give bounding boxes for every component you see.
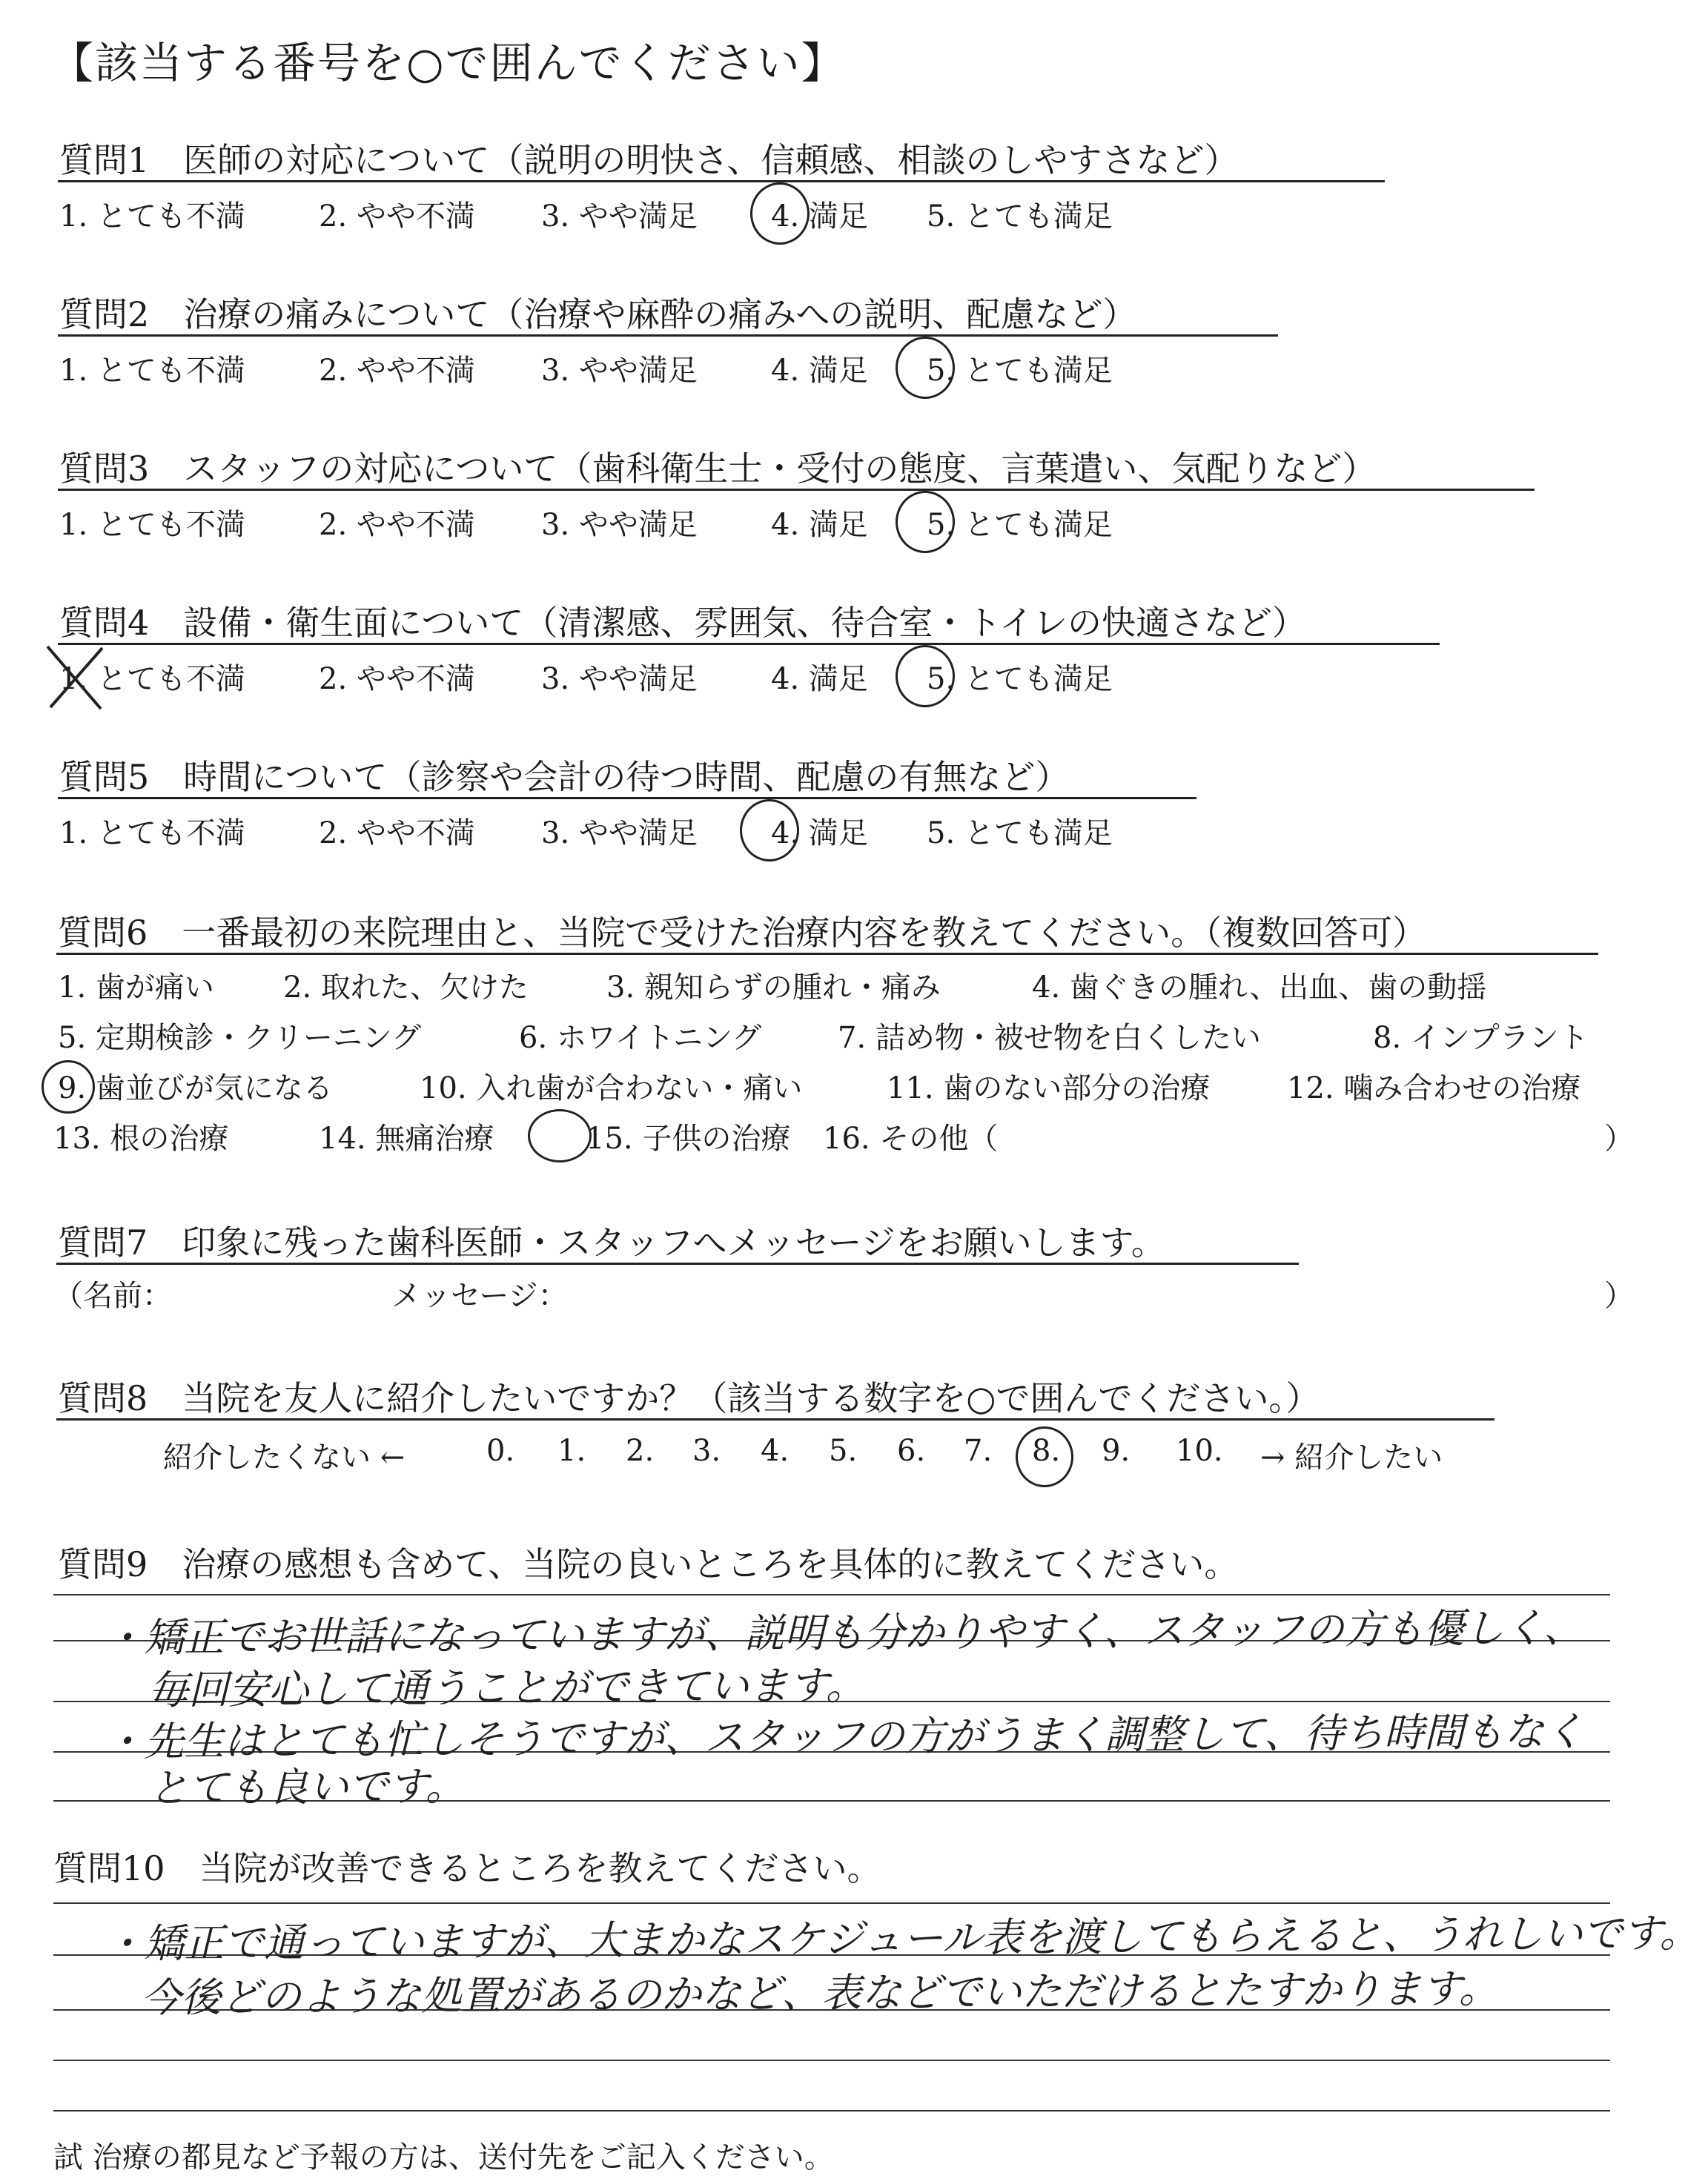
q4-title: 質問4 設備・衛生面について（清潔感、雰囲気、待合室・トイレの快適さなど） bbox=[59, 603, 1307, 643]
q8-right-label: → 紹介したい bbox=[1260, 1441, 1443, 1475]
q3-option[interactable]: 2. やや不満 bbox=[319, 508, 475, 542]
q1-selected-circle bbox=[750, 182, 810, 245]
q2-option[interactable]: 3. やや満足 bbox=[541, 354, 698, 388]
q4-crossout-mark bbox=[42, 641, 108, 715]
q4-option[interactable]: 2. やや不満 bbox=[319, 662, 475, 696]
q7-underline bbox=[56, 1263, 1299, 1265]
q8-left-label: 紹介したくない ← bbox=[163, 1441, 406, 1475]
q8-scale-value[interactable]: 1. bbox=[557, 1434, 586, 1468]
q6-option[interactable]: 14. 無痛治療 bbox=[319, 1122, 494, 1156]
q2-underline bbox=[58, 334, 1278, 337]
q8-scale-value[interactable]: 8. bbox=[1032, 1434, 1061, 1468]
q6-option[interactable]: 7. 詰め物・被せ物を白くしたい bbox=[838, 1021, 1261, 1055]
q8-scale-value[interactable]: 3. bbox=[692, 1434, 721, 1468]
q1-option[interactable]: 5. とても満足 bbox=[927, 199, 1113, 234]
q5-option[interactable]: 1. とても不満 bbox=[59, 816, 245, 850]
q1-option[interactable]: 3. やや満足 bbox=[541, 199, 698, 234]
q10-answer-line: ・矯正で通っていますが、大まかなスケジュール表を渡してもらえると、うれしいです。 bbox=[103, 1909, 1700, 1968]
q4-selected-circle bbox=[896, 645, 955, 707]
q5-option[interactable]: 4. 満足 bbox=[771, 816, 868, 850]
footer-note: 試 治療の都見など予報の方は、送付先をご記入ください。 bbox=[53, 2140, 834, 2175]
q6-title: 質問6 一番最初の来院理由と、当院で受けた治療内容を教えてください。（複数回答可） bbox=[58, 913, 1427, 953]
q4-option[interactable]: 3. やや満足 bbox=[541, 662, 698, 696]
q6-selected-circle bbox=[42, 1060, 95, 1114]
q8-title: 質問8 当院を友人に紹介したいですか？（該当する数字を○で囲んでください。） bbox=[58, 1378, 1320, 1418]
q6-selected-circle bbox=[528, 1109, 592, 1163]
q10-title: 質問10 当院が改善できるところを教えてください。 bbox=[53, 1848, 881, 1888]
q9-ruled-line bbox=[53, 1594, 1610, 1595]
q3-option[interactable]: 4. 満足 bbox=[771, 508, 868, 542]
q6-option[interactable]: 5. 定期検診・クリーニング bbox=[58, 1021, 422, 1055]
q8-scale-value[interactable]: 6. bbox=[897, 1434, 926, 1468]
q6-underline bbox=[56, 953, 1598, 955]
q8-scale-value[interactable]: 7. bbox=[964, 1434, 993, 1468]
q5-underline bbox=[58, 797, 1196, 799]
q6-option[interactable]: 11. 歯のない部分の治療 bbox=[887, 1071, 1211, 1105]
q9-answer-line: ・矯正でお世話になっていますが、説明も分かりやすく、スタッフの方も優しく、 bbox=[103, 1604, 1584, 1661]
q6-option[interactable]: 3. 親知らずの腫れ・痛み bbox=[606, 970, 941, 1005]
q3-option[interactable]: 5. とても満足 bbox=[927, 508, 1113, 542]
q3-selected-circle bbox=[896, 491, 955, 553]
q9-answer-line: とても良いです。 bbox=[148, 1762, 466, 1812]
q6-option[interactable]: 9. 歯並びが気になる bbox=[58, 1071, 333, 1105]
q3-option[interactable]: 3. やや満足 bbox=[541, 508, 698, 542]
q6-option[interactable]: 6. ホワイトニング bbox=[519, 1021, 762, 1055]
q7-message-label: メッセージ： bbox=[391, 1279, 568, 1313]
q3-title: 質問3 スタッフの対応について（歯科衛生士・受付の態度、言葉遣い、気配りなど） bbox=[59, 449, 1377, 489]
q9-title: 質問9 治療の感想も含めて、当院の良いところを具体的に教えてください。 bbox=[58, 1544, 1239, 1584]
q6-option[interactable]: 12. 噛み合わせの治療 bbox=[1287, 1071, 1581, 1105]
q6-option[interactable]: 2. 取れた、欠けた bbox=[283, 970, 529, 1005]
q6-option[interactable]: ） bbox=[1604, 1122, 1634, 1156]
q8-scale-value[interactable]: 2. bbox=[626, 1434, 655, 1468]
q4-option[interactable]: 4. 満足 bbox=[771, 662, 868, 696]
q7-close-paren: ） bbox=[1604, 1279, 1634, 1313]
q5-title: 質問5 時間について（診察や会計の待つ時間、配慮の有無など） bbox=[59, 757, 1070, 797]
q2-selected-circle bbox=[896, 337, 955, 399]
q1-option[interactable]: 4. 満足 bbox=[771, 199, 868, 234]
q7-name-label: （名前： bbox=[53, 1279, 172, 1313]
q7-title: 質問7 印象に残った歯科医師・スタッフへメッセージをお願いします。 bbox=[58, 1223, 1165, 1263]
q2-option[interactable]: 5. とても満足 bbox=[927, 354, 1113, 388]
q6-option[interactable]: 16. その他（ bbox=[823, 1122, 999, 1156]
q5-option[interactable]: 2. やや不満 bbox=[319, 816, 475, 850]
q3-underline bbox=[58, 489, 1535, 491]
q2-option[interactable]: 1. とても不満 bbox=[59, 354, 245, 388]
q2-title: 質問2 治療の痛みについて（治療や麻酔の痛みへの説明、配慮など） bbox=[59, 294, 1137, 334]
q6-option[interactable]: 13. 根の治療 bbox=[53, 1122, 229, 1156]
q1-underline bbox=[58, 180, 1385, 182]
q9-answer-line: 毎回安心して通うことができています。 bbox=[148, 1661, 866, 1714]
q3-option[interactable]: 1. とても不満 bbox=[59, 508, 245, 542]
q2-option[interactable]: 2. やや不満 bbox=[319, 354, 475, 388]
q8-underline bbox=[56, 1418, 1494, 1421]
q1-option[interactable]: 2. やや不満 bbox=[319, 199, 475, 234]
q8-selected-circle bbox=[1016, 1426, 1073, 1487]
q10-ruled-line bbox=[53, 2060, 1610, 2061]
q4-underline bbox=[58, 643, 1440, 645]
q8-scale-value[interactable]: 4. bbox=[761, 1434, 790, 1468]
q5-selected-circle bbox=[740, 799, 799, 862]
q2-option[interactable]: 4. 満足 bbox=[771, 354, 868, 388]
q6-option[interactable]: 15. 子供の治療 bbox=[586, 1122, 791, 1156]
q8-scale-value[interactable]: 0. bbox=[486, 1434, 515, 1468]
q1-option[interactable]: 1. とても不満 bbox=[59, 199, 245, 234]
q5-option[interactable]: 3. やや満足 bbox=[541, 816, 698, 850]
q6-option[interactable]: 10. 入れ歯が合わない・痛い bbox=[420, 1071, 803, 1105]
q10-ruled-line bbox=[53, 2110, 1610, 2111]
q5-option[interactable]: 5. とても満足 bbox=[927, 816, 1113, 850]
q8-scale-value[interactable]: 9. bbox=[1102, 1434, 1131, 1468]
q10-answer-line: 今後どのような処置があるのかなど、表などでいただけるとたすかります。 bbox=[140, 1965, 1499, 2022]
q8-scale-value[interactable]: 5. bbox=[829, 1434, 858, 1468]
q4-option[interactable]: 1. とても不満 bbox=[59, 662, 245, 696]
q4-option[interactable]: 5. とても満足 bbox=[927, 662, 1113, 696]
q1-title: 質問1 医師の対応について（説明の明快さ、信頼感、相談のしやすさなど） bbox=[59, 140, 1239, 180]
q6-option[interactable]: 8. インプラント bbox=[1373, 1021, 1589, 1055]
form-heading: 【該当する番号を○で囲んでください】 bbox=[50, 38, 846, 88]
q6-option[interactable]: 1. 歯が痛い bbox=[58, 970, 214, 1005]
q9-answer-line: ・先生はとても忙しそうですが、スタッフの方がうまく調整して、待ち時間もなく bbox=[103, 1708, 1585, 1765]
q6-option[interactable]: 4. 歯ぐきの腫れ、出血、歯の動揺 bbox=[1032, 970, 1487, 1005]
q8-scale-value[interactable]: 10. bbox=[1176, 1434, 1223, 1468]
